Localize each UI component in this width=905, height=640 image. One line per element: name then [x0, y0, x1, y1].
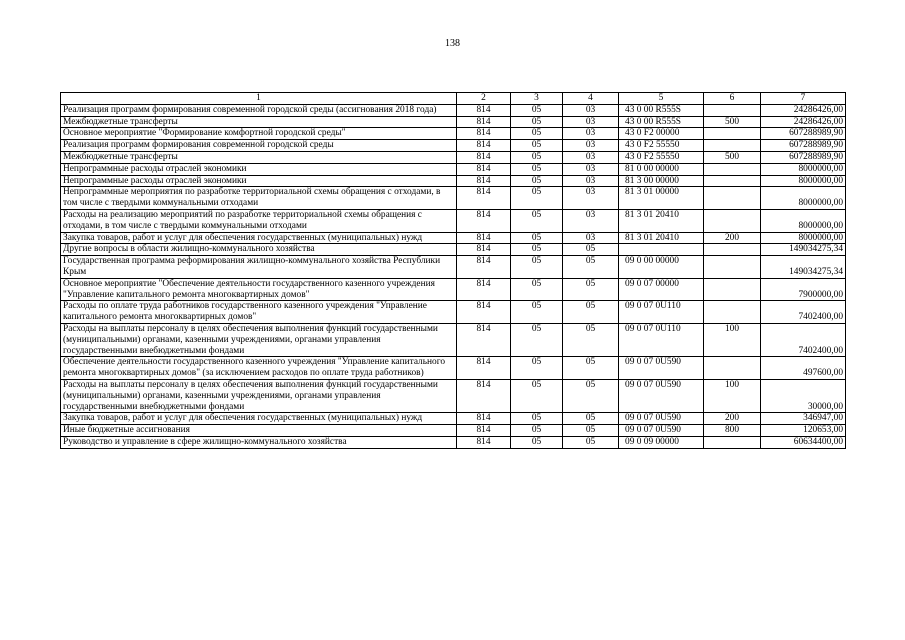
ministry-code-cell: 814	[457, 256, 511, 279]
expense-type-cell	[704, 104, 761, 116]
expense-name-cell: Закупка товаров, работ и услуг для обеспечения государственных (муниципальных) нужд	[61, 413, 457, 425]
expense-name-cell: Основное мероприятие "Формирование комфортной городской среды"	[61, 128, 457, 140]
subsection-code-cell: 03	[563, 116, 619, 128]
subsection-code-cell: 03	[563, 209, 619, 232]
target-article-cell: 09 0 07 0U590	[619, 425, 704, 437]
page-number: 138	[445, 38, 460, 49]
amount-cell: 7402400,00	[761, 301, 846, 324]
ministry-code-cell: 814	[457, 140, 511, 152]
section-code-cell: 05	[511, 175, 563, 187]
subsection-code-cell: 03	[563, 232, 619, 244]
section-code-cell: 05	[511, 413, 563, 425]
expense-name-cell: Реализация программ формирования современной городской среды	[61, 140, 457, 152]
amount-cell: 607288989,90	[761, 128, 846, 140]
subsection-code-cell: 03	[563, 175, 619, 187]
amount-cell: 497600,00	[761, 357, 846, 380]
section-code-cell: 05	[511, 357, 563, 380]
target-article-cell: 09 0 07 0U590	[619, 413, 704, 425]
table-row	[61, 187, 846, 210]
expense-type-cell: 200	[704, 413, 761, 425]
target-article-cell: 81 0 00 00000	[619, 163, 704, 175]
amount-cell: 30000,00	[761, 379, 846, 412]
subsection-code-cell: 03	[563, 163, 619, 175]
target-article-cell: 81 3 01 20410	[619, 209, 704, 232]
ministry-code-cell: 814	[457, 357, 511, 380]
budget-table-body	[61, 93, 846, 449]
subsection-code-cell: 03	[563, 140, 619, 152]
section-code-cell: 05	[511, 128, 563, 140]
section-code-cell: 05	[511, 244, 563, 256]
subsection-code-cell: 05	[563, 244, 619, 256]
ministry-code-cell: 814	[457, 232, 511, 244]
section-code-cell: 05	[511, 232, 563, 244]
table-row	[61, 140, 846, 152]
expense-type-cell: 500	[704, 116, 761, 128]
amount-cell: 346947,00	[761, 413, 846, 425]
expense-name-cell: Другие вопросы в области жилищно-коммунального хозяйства	[61, 244, 457, 256]
table-row	[61, 209, 846, 232]
target-article-cell: 09 0 09 00000	[619, 436, 704, 448]
expense-type-cell	[704, 244, 761, 256]
section-code-cell: 05	[511, 278, 563, 301]
amount-cell: 7402400,00	[761, 323, 846, 356]
expense-type-cell	[704, 278, 761, 301]
subsection-code-cell: 05	[563, 413, 619, 425]
expense-name-cell: Непрограммные расходы отраслей экономики	[61, 175, 457, 187]
expense-type-cell	[704, 301, 761, 324]
table-row	[61, 116, 846, 128]
table-row	[61, 379, 846, 412]
amount-cell: 8000000,00	[761, 209, 846, 232]
subsection-code-cell: 03	[563, 151, 619, 163]
ministry-code-cell: 814	[457, 425, 511, 437]
target-article-cell: 43 0 00 R555S	[619, 104, 704, 116]
column-number: 5	[619, 93, 704, 105]
expense-type-cell: 800	[704, 425, 761, 437]
budget-table	[60, 92, 846, 449]
amount-cell: 149034275,34	[761, 256, 846, 279]
amount-cell: 8000000,00	[761, 175, 846, 187]
table-row	[61, 436, 846, 448]
ministry-code-cell: 814	[457, 175, 511, 187]
expense-type-cell	[704, 163, 761, 175]
subsection-code-cell: 03	[563, 187, 619, 210]
ministry-code-cell: 814	[457, 163, 511, 175]
target-article-cell: 81 3 00 00000	[619, 175, 704, 187]
section-code-cell: 05	[511, 104, 563, 116]
target-article-cell: 09 0 07 0U590	[619, 379, 704, 412]
table-row	[61, 278, 846, 301]
section-code-cell: 05	[511, 323, 563, 356]
expense-type-cell: 100	[704, 379, 761, 412]
target-article-cell: 09 0 07 0U590	[619, 357, 704, 380]
ministry-code-cell: 814	[457, 278, 511, 301]
expense-name-cell: Руководство и управление в сфере жилищно-коммунального хозяйства	[61, 436, 457, 448]
target-article-cell: 09 0 07 0U110	[619, 323, 704, 356]
expense-name-cell: Реализация программ формирования современной городской среды (ассигнования 2018 года)	[61, 104, 457, 116]
column-number: 6	[704, 93, 761, 105]
subsection-code-cell: 05	[563, 301, 619, 324]
expense-type-cell: 200	[704, 232, 761, 244]
section-code-cell: 05	[511, 151, 563, 163]
table-row	[61, 323, 846, 356]
ministry-code-cell: 814	[457, 151, 511, 163]
target-article-cell: 43 0 F2 55550	[619, 140, 704, 152]
table-row	[61, 175, 846, 187]
section-code-cell: 05	[511, 140, 563, 152]
ministry-code-cell: 814	[457, 323, 511, 356]
subsection-code-cell: 05	[563, 256, 619, 279]
amount-cell: 8000000,00	[761, 163, 846, 175]
section-code-cell: 05	[511, 379, 563, 412]
expense-name-cell: Непрограммные мероприятия по разработке территориальной схемы обращения с отходами, в том числе с твердыми коммунальными отходами	[61, 187, 457, 210]
column-number: 7	[761, 93, 846, 105]
target-article-cell: 09 0 00 00000	[619, 256, 704, 279]
section-code-cell: 05	[511, 301, 563, 324]
subsection-code-cell: 03	[563, 128, 619, 140]
expense-type-cell	[704, 256, 761, 279]
expense-name-cell: Закупка товаров, работ и услуг для обеспечения государственных (муниципальных) нужд	[61, 232, 457, 244]
expense-type-cell	[704, 357, 761, 380]
subsection-code-cell: 05	[563, 278, 619, 301]
subsection-code-cell: 03	[563, 104, 619, 116]
subsection-code-cell: 05	[563, 357, 619, 380]
expense-type-cell	[704, 436, 761, 448]
expense-name-cell: Межбюджетные трансферты	[61, 116, 457, 128]
ministry-code-cell: 814	[457, 413, 511, 425]
table-row	[61, 232, 846, 244]
subsection-code-cell: 05	[563, 425, 619, 437]
target-article-cell: 81 3 01 00000	[619, 187, 704, 210]
amount-cell: 149034275,34	[761, 244, 846, 256]
column-number: 2	[457, 93, 511, 105]
expense-type-cell	[704, 209, 761, 232]
ministry-code-cell: 814	[457, 104, 511, 116]
target-article-cell: 09 0 07 00000	[619, 278, 704, 301]
table-header-row	[61, 93, 846, 105]
expense-type-cell	[704, 187, 761, 210]
table-row	[61, 244, 846, 256]
table-row	[61, 301, 846, 324]
section-code-cell: 05	[511, 425, 563, 437]
column-number: 1	[61, 93, 457, 105]
expense-name-cell: Расходы по оплате труда работников государственного казенного учреждения "Управление капитального ремонта многоквартирных домов"	[61, 301, 457, 324]
expense-type-cell	[704, 175, 761, 187]
section-code-cell: 05	[511, 256, 563, 279]
table-row	[61, 413, 846, 425]
amount-cell: 120653,00	[761, 425, 846, 437]
expense-name-cell: Непрограммные расходы отраслей экономики	[61, 163, 457, 175]
expense-name-cell: Расходы на выплаты персоналу в целях обеспечения выполнения функций государственными (муниципальными) органами, казенными учреждениями, органами управления государственными внебюджетными фондами	[61, 323, 457, 356]
amount-cell: 7900000,00	[761, 278, 846, 301]
table-row	[61, 357, 846, 380]
table-row	[61, 425, 846, 437]
subsection-code-cell: 05	[563, 436, 619, 448]
amount-cell: 607288989,90	[761, 151, 846, 163]
expense-name-cell: Расходы на выплаты персоналу в целях обеспечения выполнения функций государственными (муниципальными) органами, казенными учреждениями, органами управления государственными внебюджетными фондами	[61, 379, 457, 412]
section-code-cell: 05	[511, 187, 563, 210]
ministry-code-cell: 814	[457, 244, 511, 256]
expense-name-cell: Межбюджетные трансферты	[61, 151, 457, 163]
expense-type-cell: 500	[704, 151, 761, 163]
table-row	[61, 104, 846, 116]
target-article-cell: 81 3 01 20410	[619, 232, 704, 244]
column-number: 3	[511, 93, 563, 105]
target-article-cell: 43 0 F2 00000	[619, 128, 704, 140]
ministry-code-cell: 814	[457, 436, 511, 448]
table-row	[61, 128, 846, 140]
expense-type-cell	[704, 140, 761, 152]
expense-name-cell: Основное мероприятие "Обеспечение деятельности государственного казенного учреждения "Управление капитального ремонта многоквартирных домов"	[61, 278, 457, 301]
amount-cell: 60634400,00	[761, 436, 846, 448]
ministry-code-cell: 814	[457, 128, 511, 140]
amount-cell: 8000000,00	[761, 187, 846, 210]
table-row	[61, 256, 846, 279]
ministry-code-cell: 814	[457, 209, 511, 232]
table-row	[61, 163, 846, 175]
ministry-code-cell: 814	[457, 301, 511, 324]
column-number: 4	[563, 93, 619, 105]
ministry-code-cell: 814	[457, 379, 511, 412]
amount-cell: 607288989,90	[761, 140, 846, 152]
expense-name-cell: Расходы на реализацию мероприятий по разработке территориальной схемы обращения с отходами, в том числе с твердыми коммунальными отходами	[61, 209, 457, 232]
target-article-cell: 43 0 F2 55550	[619, 151, 704, 163]
section-code-cell: 05	[511, 163, 563, 175]
ministry-code-cell: 814	[457, 187, 511, 210]
amount-cell: 24286426,00	[761, 104, 846, 116]
ministry-code-cell: 814	[457, 116, 511, 128]
table-row	[61, 151, 846, 163]
expense-type-cell: 100	[704, 323, 761, 356]
target-article-cell: 09 0 07 0U110	[619, 301, 704, 324]
expense-type-cell	[704, 128, 761, 140]
section-code-cell: 05	[511, 209, 563, 232]
section-code-cell: 05	[511, 116, 563, 128]
target-article-cell: 43 0 00 R555S	[619, 116, 704, 128]
expense-name-cell: Иные бюджетные ассигнования	[61, 425, 457, 437]
amount-cell: 24286426,00	[761, 116, 846, 128]
section-code-cell: 05	[511, 436, 563, 448]
amount-cell: 8000000,00	[761, 232, 846, 244]
subsection-code-cell: 05	[563, 323, 619, 356]
expense-name-cell: Государственная программа реформирования жилищно-коммунального хозяйства Республики Крым	[61, 256, 457, 279]
subsection-code-cell: 05	[563, 379, 619, 412]
target-article-cell	[619, 244, 704, 256]
expense-name-cell: Обеспечение деятельности государственного казенного учреждения "Управление капитального ремонта многоквартирных домов" (за исключением расходов по оплате труда работников)	[61, 357, 457, 380]
